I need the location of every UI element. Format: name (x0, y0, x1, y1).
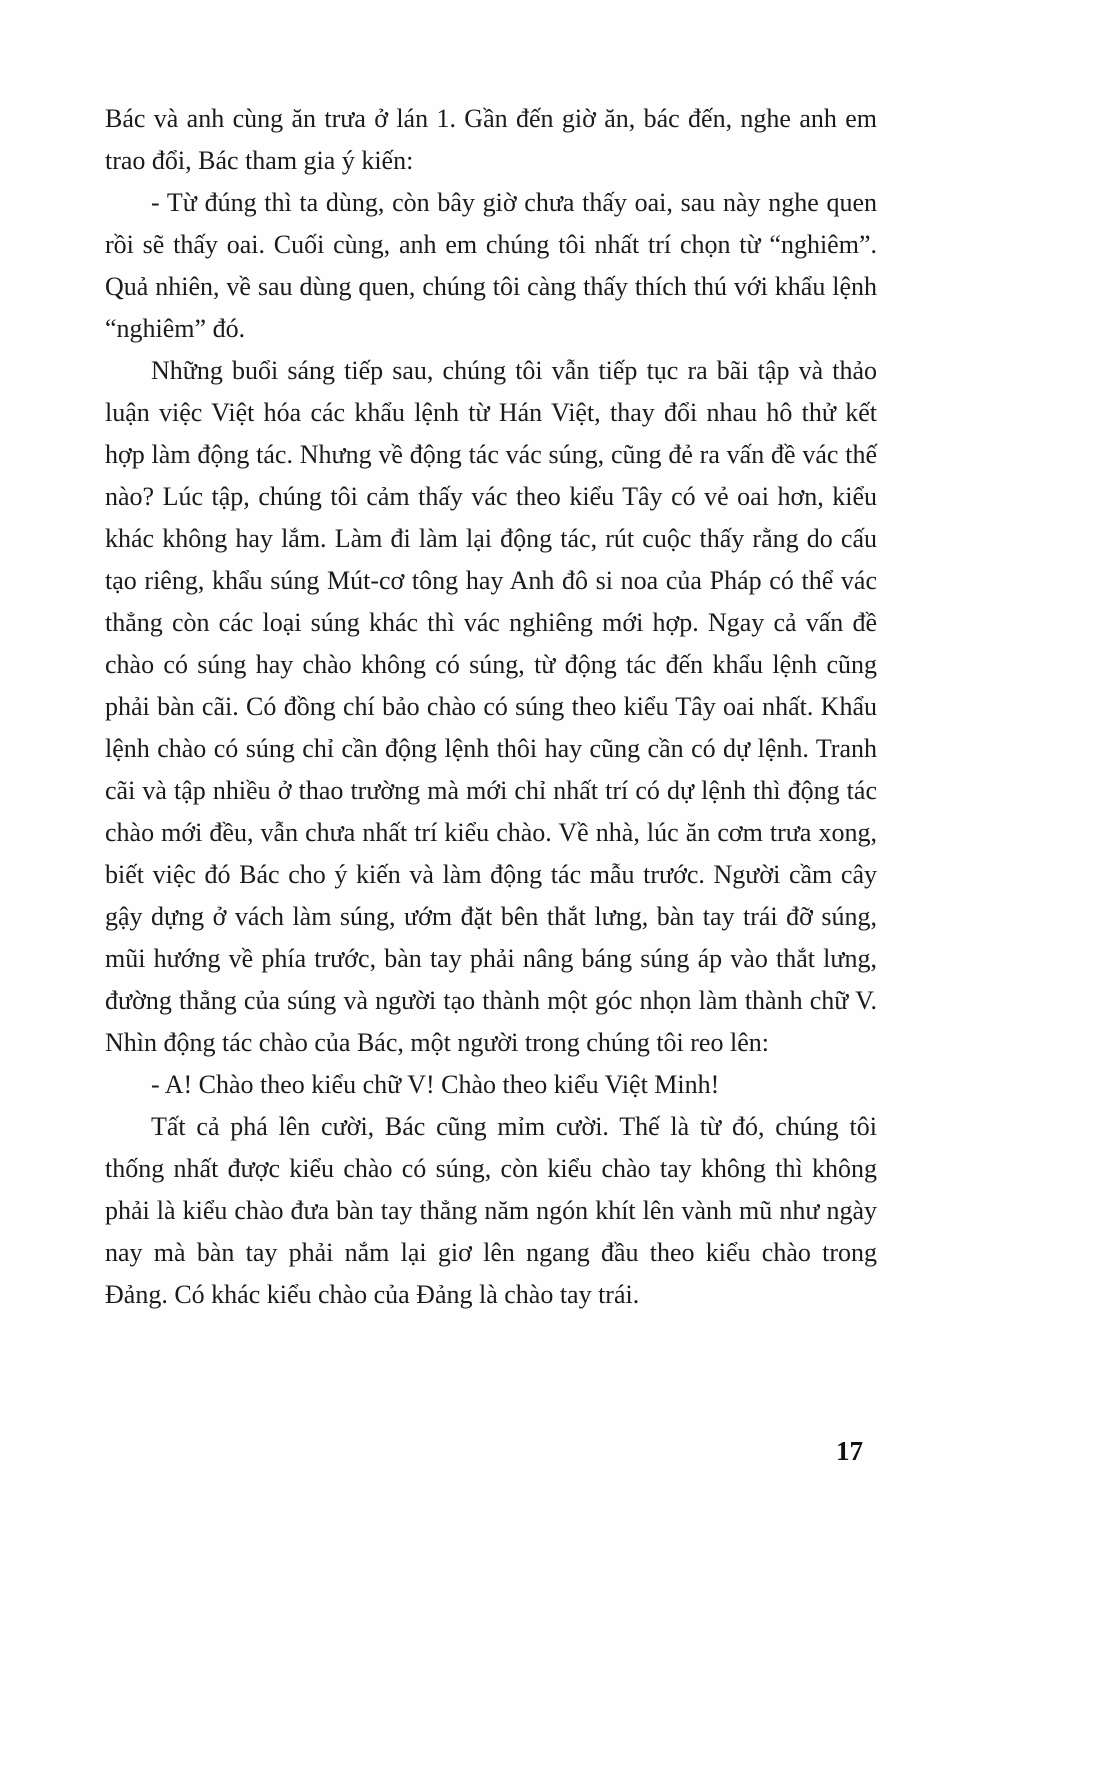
paragraph: - A! Chào theo kiểu chữ V! Chào theo kiểu Việt Minh! (151, 1070, 720, 1099)
page-text (105, 98, 877, 1316)
paragraph: Những buổi sáng tiếp sau, chúng tôi vẫn tiếp tục ra bãi tập và thảo luận việc Việt hóa các khẩu lệnh từ Hán Việt, thay đổi nhau hô thử kết hợp làm động tác. Nhưng về động tác vác súng, cũng đẻ ra vấn đề vác thế nào? Lúc tập, chúng tôi cảm thấy vác theo kiểu Tây có vẻ oai hơn, kiểu khác không hay lắm. Làm đi làm lại động tác, rút cuộc thấy rằng do cấu tạo riêng, khẩu súng Mút-cơ tông hay Anh đô si noa của Pháp có thể vác thẳng còn các loại súng khác thì vác nghiêng mới hợp. Ngay cả vấn đề chào có súng hay chào không có súng, từ động tác đến khẩu lệnh cũng phải bàn cãi. Có đồng chí bảo chào có súng theo kiểu Tây oai nhất. Khẩu lệnh chào có súng chỉ cần động lệnh thôi hay cũng cần có dự lệnh. Tranh cãi và tập nhiều ở thao trường mà mới chỉ nhất trí có dự lệnh thì động tác chào mới đều, vẫn chưa nhất trí kiểu chào. Về nhà, lúc ăn cơm trưa xong, biết việc đó Bác cho ý kiến và làm động tác mẫu trước. Người cầm cây gậy dựng ở vách làm súng, ướm đặt bên thắt lưng, bàn tay trái đỡ súng, mũi hướng về phía trước, bàn tay phải nâng báng súng áp vào thắt lưng, đường thẳng của súng và người tạo thành một góc nhọn làm thành chữ V. Nhìn động tác chào của Bác, một người trong chúng tôi reo lên: (105, 356, 877, 1057)
paragraph: Bác và anh cùng ăn trưa ở lán 1. Gần đến giờ ăn, bác đến, nghe anh em trao đổi, Bác tham gia ý kiến: (105, 104, 877, 175)
page-number: 17 (836, 1436, 863, 1466)
paragraph: Tất cả phá lên cười, Bác cũng mỉm cười. Thế là từ đó, chúng tôi thống nhất được kiểu chào có súng, còn kiểu chào tay không thì không phải là kiểu chào đưa bàn tay thẳng năm ngón khít lên vành mũ như ngày nay mà bàn tay phải nắm lại giơ lên ngang đầu theo kiểu chào trong Đảng. Có khác kiểu chào của Đảng là chào tay trái. (105, 1112, 877, 1309)
paragraph: - Từ đúng thì ta dùng, còn bây giờ chưa thấy oai, sau này nghe quen rồi sẽ thấy oai. Cuối cùng, anh em chúng tôi nhất trí chọn từ “nghiêm”. Quả nhiên, về sau dùng quen, chúng tôi càng thấy thích thú với khẩu lệnh “nghiêm” đó. (105, 188, 877, 343)
